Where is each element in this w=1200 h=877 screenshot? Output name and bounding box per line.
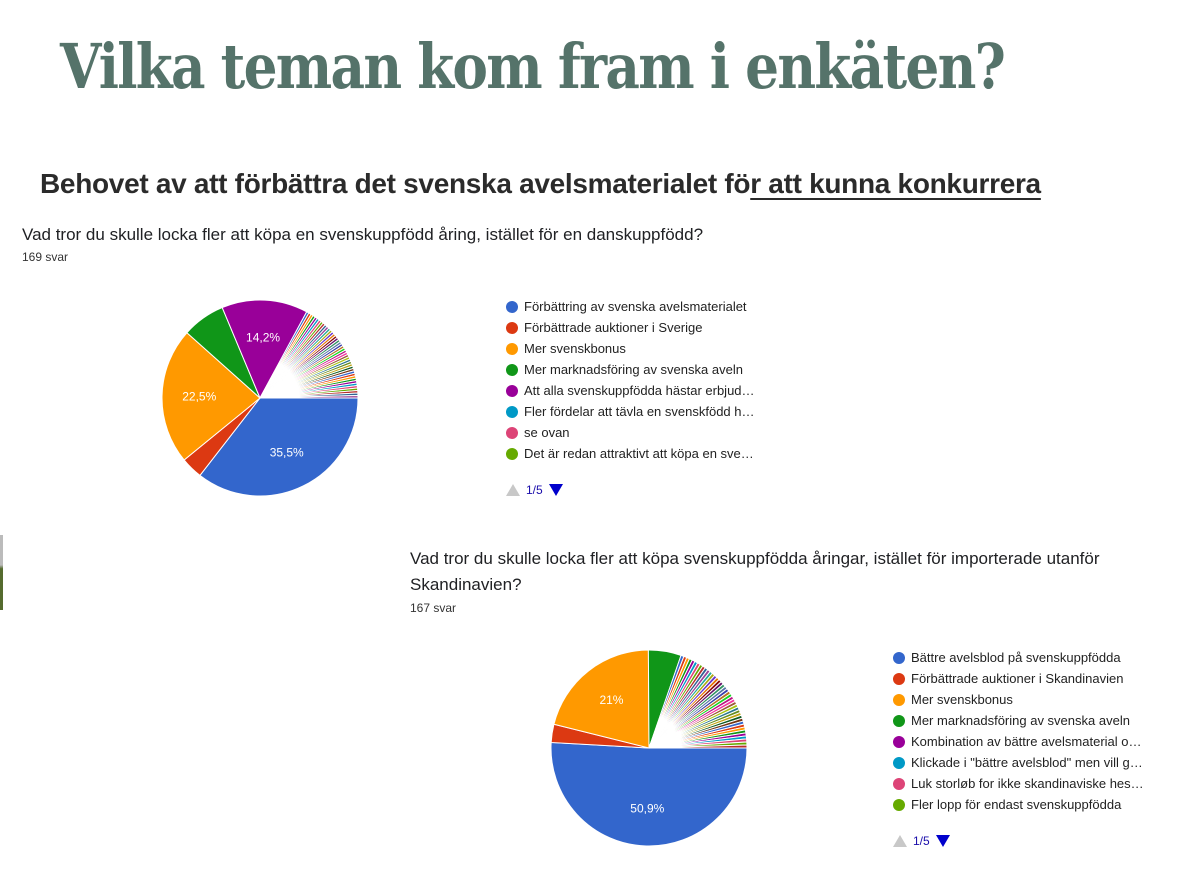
legend-page-indicator: 1/5 <box>526 483 543 497</box>
legend-prev-page-icon[interactable] <box>893 835 907 847</box>
legend-label: Mer svenskbonus <box>911 692 1013 707</box>
slide-title: Vilka teman kom fram i enkäten? <box>60 30 1005 103</box>
chart2-legend <box>893 647 1144 815</box>
legend-label: Bättre avelsblod på svenskuppfödda <box>911 650 1121 665</box>
legend-item <box>893 647 1144 668</box>
legend-color-dot-icon <box>506 448 518 460</box>
legend-label: Mer marknadsföring av svenska aveln <box>911 713 1130 728</box>
chart1-pie <box>140 278 380 518</box>
legend-label: Mer svenskbonus <box>524 341 626 356</box>
legend-color-dot-icon <box>506 406 518 418</box>
legend-label: Fler fördelar att tävla en svenskfödd h… <box>524 404 755 419</box>
legend-label: se ovan <box>524 425 570 440</box>
legend-item <box>506 380 755 401</box>
legend-label: Förbättrade auktioner i Skandinavien <box>911 671 1124 686</box>
legend-item <box>893 710 1144 731</box>
legend-item <box>893 794 1144 815</box>
legend-prev-page-icon[interactable] <box>506 484 520 496</box>
chart2-question-line2: Skandinavien? <box>410 575 522 594</box>
edge-decoration <box>0 535 3 610</box>
pie-data-label: 21% <box>599 693 624 708</box>
legend-next-page-icon[interactable] <box>549 484 563 496</box>
legend-color-dot-icon <box>893 652 905 664</box>
legend-label: Att alla svenskuppfödda hästar erbjud… <box>524 383 755 398</box>
legend-color-dot-icon <box>506 385 518 397</box>
chart1-legend <box>506 296 755 464</box>
pie-data-label: 22,5% <box>182 389 217 404</box>
legend-color-dot-icon <box>893 673 905 685</box>
legend-color-dot-icon <box>506 427 518 439</box>
legend-color-dot-icon <box>893 715 905 727</box>
legend-next-page-icon[interactable] <box>936 835 950 847</box>
chart1-legend-pager <box>506 483 563 497</box>
legend-item <box>506 296 755 317</box>
legend-label: Luk storløb for ikke skandinaviske hes… <box>911 776 1144 791</box>
legend-page-indicator: 1/5 <box>913 834 930 848</box>
legend-color-dot-icon <box>506 343 518 355</box>
legend-color-dot-icon <box>506 301 518 313</box>
legend-item <box>893 689 1144 710</box>
legend-color-dot-icon <box>893 778 905 790</box>
legend-item <box>893 668 1144 689</box>
legend-item <box>506 338 755 359</box>
legend-item <box>506 443 755 464</box>
pie-data-label: 35,5% <box>269 445 304 460</box>
legend-label: Fler lopp för endast svenskuppfödda <box>911 797 1122 812</box>
legend-color-dot-icon <box>893 757 905 769</box>
legend-color-dot-icon <box>893 736 905 748</box>
subtitle-underlined-text: r att kunna konkurrera <box>750 168 1041 199</box>
slide-subtitle <box>40 168 1041 200</box>
legend-label: Förbättring av svenska avelsmaterialet <box>524 299 747 314</box>
chart2-response-count: 167 svar <box>410 601 457 615</box>
chart2-question <box>410 546 1100 598</box>
pie-slice <box>551 742 747 846</box>
legend-item <box>506 401 755 422</box>
chart2-legend-pager <box>893 834 950 848</box>
pie-data-label: 14,2% <box>246 330 281 345</box>
chart1-question: Vad tror du skulle locka fler att köpa en svenskuppfödd åring, istället för en danskuppfödd? <box>22 225 704 244</box>
legend-item <box>506 422 755 443</box>
pie-data-label: 50,9% <box>630 801 665 816</box>
subtitle-text: Behovet av att förbättra det svenska avelsmaterialet fö <box>40 168 751 199</box>
legend-color-dot-icon <box>893 799 905 811</box>
chart1-response-count: 169 svar <box>22 250 69 264</box>
legend-label: Mer marknadsföring av svenska aveln <box>524 362 743 377</box>
legend-label: Förbättrade auktioner i Sverige <box>524 320 703 335</box>
legend-label: Klickade i "bättre avelsblod" men vill g… <box>911 755 1143 770</box>
chart2-pie <box>529 628 769 868</box>
legend-label: Kombination av bättre avelsmaterial o… <box>911 734 1142 749</box>
legend-item <box>893 731 1144 752</box>
chart2-question-line1: Vad tror du skulle locka fler att köpa svenskuppfödda åringar, istället för importerade utanför <box>410 549 1100 568</box>
legend-item <box>506 359 755 380</box>
legend-color-dot-icon <box>506 322 518 334</box>
legend-color-dot-icon <box>506 364 518 376</box>
legend-color-dot-icon <box>893 694 905 706</box>
legend-item <box>893 752 1144 773</box>
legend-item <box>506 317 755 338</box>
legend-item <box>893 773 1144 794</box>
legend-label: Det är redan attraktivt att köpa en sve… <box>524 446 754 461</box>
